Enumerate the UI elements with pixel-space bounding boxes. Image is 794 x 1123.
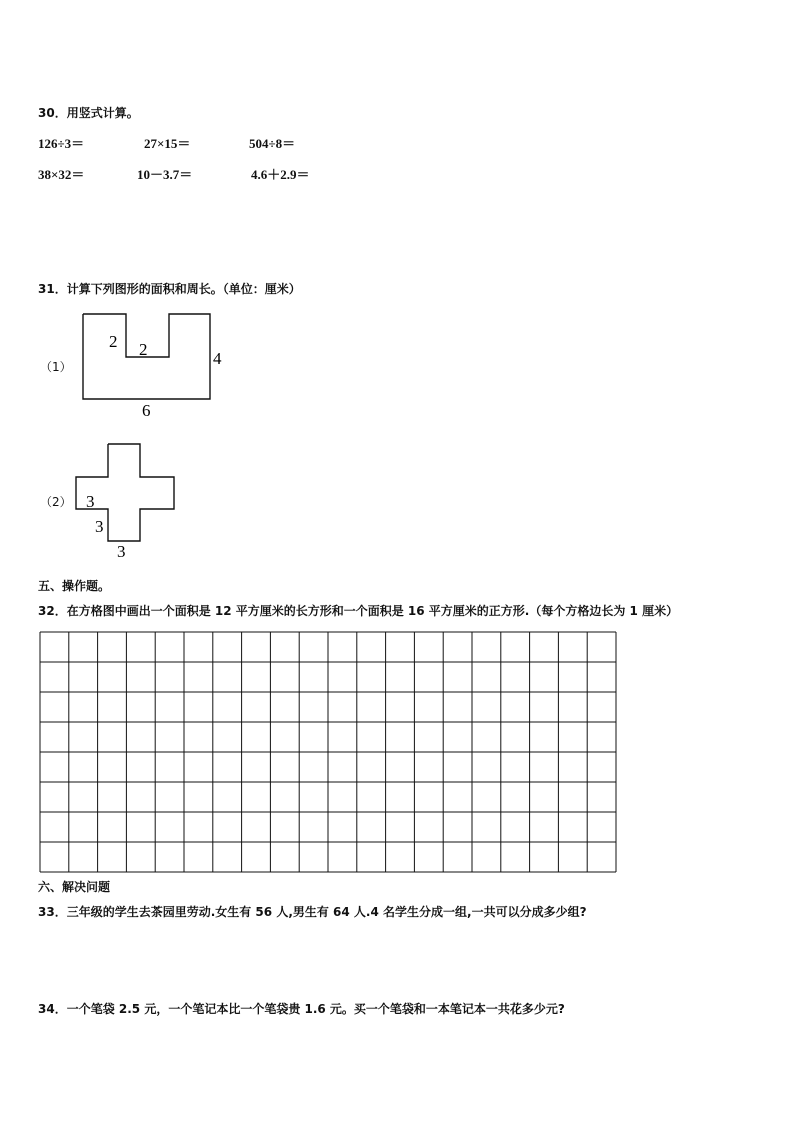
q30-expr-3: 504÷8＝ [249, 136, 296, 151]
q30-expr-1: 126÷3＝ [38, 136, 85, 151]
q32-title: 32．在方格图中画出一个面积是 12 平方厘米的长方形和一个面积是 16 平方厘米的正方形.（每个方格边长为 1 厘米） [38, 604, 679, 618]
q31-fig2-dim-bottom: 3 [117, 542, 126, 561]
q30-expr-5: 10－3.7＝ [137, 167, 193, 182]
q31-fig1-dim-bottom: 6 [142, 401, 151, 420]
q33-text: 33．三年级的学生去茶园里劳动.女生有 56 人,男生有 64 人.4 名学生分成一组,一共可以分成多少组? [38, 905, 587, 919]
q30-expr-6: 4.6＋2.9＝ [251, 167, 310, 182]
section5-title: 五、操作题。 [38, 579, 111, 593]
q31-title: 31．计算下列图形的面积和周长。（单位：厘米） [38, 282, 301, 296]
q31-fig2-dim-mid: 3 [95, 517, 104, 536]
q30-expr-2: 27×15＝ [144, 136, 191, 151]
q31-fig2-label: （2） [40, 495, 72, 509]
q31-fig1-dim-height: 2 [109, 332, 118, 351]
q31-fig1-label: （1） [40, 360, 72, 374]
q34-text: 34．一个笔袋 2.5 元，一个笔记本比一个笔袋贵 1.6 元。买一个笔袋和一本笔记本一共花多少元? [38, 1002, 565, 1016]
q30-expr-4: 38×32＝ [38, 167, 85, 182]
q32-grid [40, 632, 616, 872]
q31-fig1-dim-width: 2 [139, 340, 148, 359]
q31-fig1-dim-side: 4 [213, 349, 222, 368]
section6-title: 六、解决问题 [38, 880, 111, 894]
q30-title: 30．用竖式计算。 [38, 106, 139, 120]
q31-fig2-dim-left: 3 [86, 492, 95, 511]
